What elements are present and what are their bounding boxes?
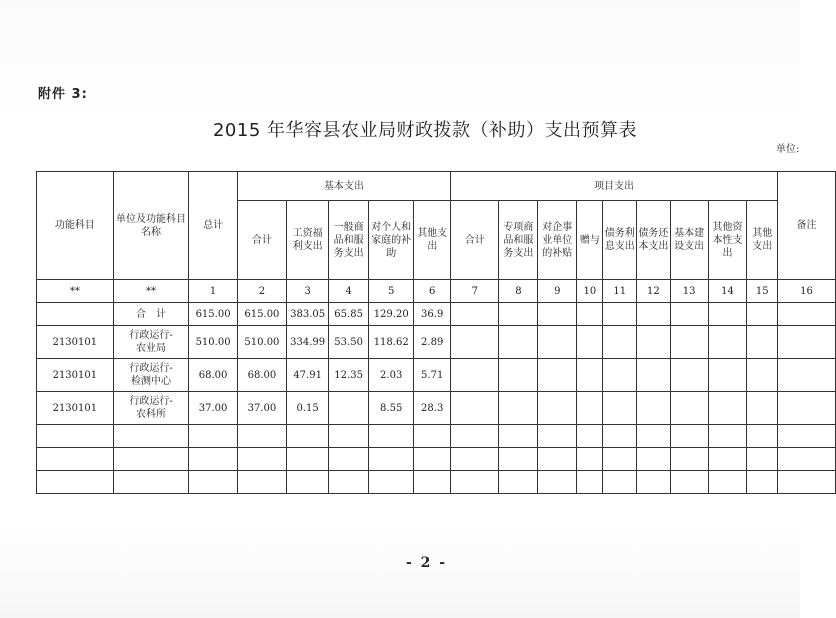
col-header-personal: 对个人和家庭的补助 (369, 201, 414, 280)
unit-name-line2: 检测中心 (131, 376, 172, 387)
value-cell: 118.62 (369, 326, 414, 359)
col-header-unit-name: 单位及功能科目名称 (113, 172, 189, 280)
col-header-goods: 一般商品和服务支出 (329, 201, 369, 280)
index-cell: 8 (499, 280, 538, 303)
index-cell: ** (37, 280, 114, 303)
col-header-enterprise: 对企事业单位的补贴 (538, 201, 577, 280)
value-cell: 8.55 (369, 392, 414, 425)
total-row (37, 303, 836, 326)
func-code-cell: 2130101 (37, 392, 114, 425)
col-header-proj-total: 合计 (451, 201, 499, 280)
index-cell: ** (113, 280, 189, 303)
index-cell: 11 (603, 280, 637, 303)
col-header-remark: 备注 (778, 172, 836, 280)
func-code-cell: 2130101 (37, 359, 114, 392)
table-row (37, 359, 836, 392)
col-header-func-code: 功能科目 (37, 172, 114, 280)
col-header-basic-total: 合计 (237, 201, 286, 280)
value-cell: 334.99 (287, 326, 329, 359)
col-header-debt-principal: 债务还本支出 (637, 201, 671, 280)
value-cell: 2.89 (414, 326, 451, 359)
index-cell: 4 (329, 280, 369, 303)
value-cell: 37.00 (189, 392, 237, 425)
index-cell: 3 (287, 280, 329, 303)
total-cell: 383.05 (287, 303, 329, 326)
unit-name-line2: 农业局 (136, 343, 167, 354)
unit-name-line1: 行政运行- (129, 330, 173, 341)
table-row (37, 326, 836, 359)
page-number: - 2 - (406, 555, 448, 571)
total-cell: 36.9 (414, 303, 451, 326)
index-cell: 13 (670, 280, 708, 303)
index-cell: 10 (577, 280, 603, 303)
index-cell: 7 (451, 280, 499, 303)
value-cell: 2.03 (369, 359, 414, 392)
col-header-special-goods: 专项商品和服务支出 (499, 201, 538, 280)
unit-name-line2: 农科所 (136, 409, 167, 420)
empty-row (37, 425, 836, 448)
col-header-total: 总计 (189, 172, 237, 280)
unit-name-line1: 行政运行- (129, 396, 173, 407)
col-header-gift: 赠与 (577, 201, 603, 280)
table-row (37, 392, 836, 425)
value-cell: 47.91 (287, 359, 329, 392)
total-row-label: 合 计 (113, 303, 189, 326)
unit-name-cell (113, 326, 189, 359)
value-cell: 510.00 (237, 326, 286, 359)
total-cell: 615.00 (189, 303, 237, 326)
index-cell: 16 (778, 280, 836, 303)
value-cell: 5.71 (414, 359, 451, 392)
index-row (37, 280, 836, 303)
value-cell: 12.35 (329, 359, 369, 392)
col-header-debt-interest: 债务利息支出 (603, 201, 637, 280)
group-header-basic: 基本支出 (237, 172, 450, 201)
group-header-project: 项目支出 (451, 172, 778, 201)
func-code-cell: 2130101 (37, 326, 114, 359)
value-cell: 37.00 (237, 392, 286, 425)
value-cell: 28.3 (414, 392, 451, 425)
value-cell: 510.00 (189, 326, 237, 359)
col-header-other-capital: 其他资本性支出 (708, 201, 747, 280)
col-header-wages: 工资福利支出 (287, 201, 329, 280)
unit-name-cell (113, 392, 189, 425)
unit-label: 单位: (776, 144, 800, 155)
index-cell: 12 (637, 280, 671, 303)
col-header-proj-other: 其他支出 (747, 201, 778, 280)
attachment-label: 附件 3: (38, 87, 88, 102)
index-cell: 5 (369, 280, 414, 303)
header-row-group (37, 172, 836, 201)
index-cell: 9 (538, 280, 577, 303)
empty-row (37, 471, 836, 494)
value-cell: 68.00 (189, 359, 237, 392)
value-cell: 68.00 (237, 359, 286, 392)
document-title: 2015 年华容县农业局财政拨款（补助）支出预算表 (212, 120, 638, 141)
col-header-basic-other: 其他支出 (414, 201, 451, 280)
total-cell: 615.00 (237, 303, 286, 326)
empty-row (37, 448, 836, 471)
index-cell: 2 (237, 280, 286, 303)
index-cell: 6 (414, 280, 451, 303)
unit-name-line1: 行政运行- (129, 363, 173, 374)
value-cell (329, 392, 369, 425)
col-header-construction: 基本建设支出 (670, 201, 708, 280)
unit-name-cell (113, 359, 189, 392)
index-cell: 1 (189, 280, 237, 303)
value-cell: 53.50 (329, 326, 369, 359)
total-cell: 129.20 (369, 303, 414, 326)
index-cell: 15 (747, 280, 778, 303)
budget-table (36, 171, 836, 494)
index-cell: 14 (708, 280, 747, 303)
total-cell: 65.85 (329, 303, 369, 326)
value-cell: 0.15 (287, 392, 329, 425)
